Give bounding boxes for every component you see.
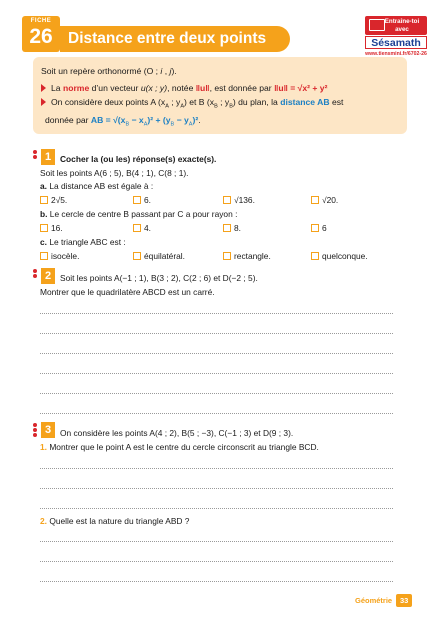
option-label: √20. bbox=[322, 195, 339, 205]
rule-box bbox=[33, 57, 407, 134]
question-a-text: La distance AB est égale à : bbox=[47, 181, 154, 191]
ex1-given: Soit les points A(6 ; 5), B(4 ; 1), C(8 ; 1). bbox=[40, 168, 189, 178]
pts-text: On considère deux points A (x bbox=[51, 97, 166, 107]
pts-sub-b: B bbox=[214, 103, 218, 110]
option-label: rectangle. bbox=[234, 251, 271, 261]
option-label: 6 bbox=[322, 223, 327, 233]
answer-line[interactable] bbox=[40, 541, 393, 542]
question-2-number: 2. bbox=[40, 516, 47, 526]
norm-vector: u bbox=[140, 83, 146, 93]
option-label: isocèle. bbox=[51, 251, 80, 261]
ab-sub-a2: A bbox=[188, 121, 193, 128]
computer-icon bbox=[369, 19, 385, 31]
given-by: donnée par bbox=[45, 115, 91, 125]
ex1-a-option-1[interactable] bbox=[40, 195, 67, 206]
bullet-arrow-icon bbox=[41, 98, 46, 106]
norm-mid: d’un vecteur bbox=[89, 83, 141, 93]
ex1-question-a bbox=[40, 181, 153, 192]
ab-formula: AB = √(x bbox=[90, 115, 126, 125]
option-label: équilatéral. bbox=[144, 251, 185, 261]
ab-sub-b: B bbox=[125, 121, 130, 128]
pts-end: ) du plan, la bbox=[232, 97, 281, 107]
answer-line[interactable] bbox=[40, 468, 393, 469]
option-label: √136. bbox=[234, 195, 255, 205]
checkbox[interactable] bbox=[223, 252, 231, 260]
difficulty-dots bbox=[33, 269, 39, 279]
checkbox[interactable] bbox=[311, 224, 319, 232]
ex1-a-option-3[interactable] bbox=[223, 195, 255, 206]
question-b-text: Le cercle de centre B passant par C a pour rayon : bbox=[47, 209, 238, 219]
ex1-b-option-2[interactable] bbox=[133, 223, 151, 234]
pts-sub-a2: A bbox=[180, 103, 184, 110]
ex3-line1: On considère les points A(4 ; 2), B(5 ; −3), C(−1 ; 3) et D(9 ; 3). bbox=[60, 428, 294, 438]
ab-period: . bbox=[198, 115, 201, 125]
ab-formula-end: )² bbox=[192, 115, 199, 125]
exercise-1-number: 1 bbox=[41, 149, 55, 165]
question-2-text: Quelle est la nature du triangle ABD ? bbox=[47, 516, 190, 526]
question-1-text: Montrer que le point A est le centre du cercle circonscrit au triangle BCD. bbox=[47, 442, 319, 452]
norm-la: La bbox=[51, 83, 63, 93]
checkbox[interactable] bbox=[223, 224, 231, 232]
pts-mid2: ) et B (x bbox=[184, 97, 215, 107]
answer-line[interactable] bbox=[40, 353, 393, 354]
section-label: Géométrie bbox=[355, 596, 393, 605]
rule-points bbox=[41, 97, 343, 111]
norm-keyword: norme bbox=[62, 83, 90, 93]
answer-line[interactable] bbox=[40, 393, 393, 394]
checkbox[interactable] bbox=[223, 196, 231, 204]
checkbox[interactable] bbox=[40, 196, 48, 204]
norm-symbol: ‖u‖ bbox=[195, 83, 210, 93]
sesamath-promo[interactable] bbox=[347, 16, 427, 62]
answer-line[interactable] bbox=[40, 581, 393, 582]
option-label: 6. bbox=[144, 195, 151, 205]
rule-intro-text: Soit un repère orthonormé (O ; bbox=[41, 66, 161, 76]
option-label: quelconque. bbox=[322, 251, 368, 261]
rule-intro bbox=[41, 66, 177, 77]
question-c-text: Le triangle ABC est : bbox=[47, 237, 126, 247]
norm-notee: , notée bbox=[167, 83, 196, 93]
ex1-a-option-4[interactable] bbox=[311, 195, 338, 206]
ex1-c-option-3[interactable] bbox=[223, 251, 271, 262]
norm-formula: ‖u‖ = √x² + y² bbox=[274, 83, 328, 93]
answer-line[interactable] bbox=[40, 413, 393, 414]
option-label: 4. bbox=[144, 223, 151, 233]
checkbox[interactable] bbox=[40, 224, 48, 232]
ex1-question-b bbox=[40, 209, 237, 220]
ex1-instruction: Cocher la (ou les) réponse(s) exacte(s). bbox=[60, 154, 217, 164]
vector-j: j bbox=[169, 66, 172, 76]
rule-ab-formula bbox=[45, 115, 201, 129]
exercise-2-number: 2 bbox=[41, 268, 55, 284]
fiche-badge bbox=[22, 16, 60, 52]
checkbox[interactable] bbox=[133, 196, 141, 204]
ex1-b-option-4[interactable] bbox=[311, 223, 327, 234]
exercise-3-badge bbox=[33, 422, 55, 438]
distance-ab-keyword: distance AB bbox=[280, 97, 330, 107]
question-a-label: a. bbox=[40, 181, 47, 191]
ex2-line1: Soit les points A(−1 ; 1), B(3 ; 2), C(2 ; 6) et D(−2 ; 5). bbox=[60, 273, 258, 283]
answer-line[interactable] bbox=[40, 313, 393, 314]
exercise-3-number: 3 bbox=[41, 422, 55, 438]
ex1-c-option-2[interactable] bbox=[133, 251, 185, 262]
rule-intro-end: ). bbox=[171, 66, 177, 76]
answer-line[interactable] bbox=[40, 333, 393, 334]
vector-i: i bbox=[160, 66, 163, 76]
option-label: 16. bbox=[51, 223, 63, 233]
difficulty-dots bbox=[33, 423, 39, 438]
fiche-number: 26 bbox=[29, 24, 53, 48]
page-header bbox=[22, 16, 427, 57]
ex1-c-option-1[interactable] bbox=[40, 251, 79, 262]
norm-given: , est donnée par bbox=[209, 83, 275, 93]
promo-line2: avec bbox=[395, 26, 409, 33]
entraine-toi-banner bbox=[365, 16, 427, 35]
question-1-number: 1. bbox=[40, 442, 47, 452]
ab-formula-mid: − x bbox=[129, 115, 144, 125]
ex1-c-option-4[interactable] bbox=[311, 251, 368, 262]
exercise-1-badge bbox=[33, 149, 55, 165]
ex2-line2: Montrer que le quadrilatère ABCD est un carré. bbox=[40, 287, 215, 297]
fiche-label: FICHE bbox=[30, 18, 52, 24]
title-bar bbox=[60, 26, 290, 52]
page-footer bbox=[355, 594, 412, 607]
pts-mid3: ; y bbox=[217, 97, 230, 107]
question-b-label: b. bbox=[40, 209, 48, 219]
checkbox[interactable] bbox=[40, 252, 48, 260]
rule-norm bbox=[41, 83, 327, 94]
rule-intro-sep: , bbox=[162, 66, 170, 76]
answer-line[interactable] bbox=[40, 373, 393, 374]
promo-line1: Entraîne-toi bbox=[384, 18, 420, 25]
bullet-arrow-icon bbox=[41, 84, 46, 92]
sesamath-logo: Sésamath bbox=[365, 36, 427, 49]
promo-url[interactable]: www.tiensmini.fr/6702-26 bbox=[365, 51, 427, 57]
exercise-2-badge bbox=[33, 268, 55, 284]
pts-tail: est bbox=[329, 97, 344, 107]
checkbox[interactable] bbox=[311, 196, 319, 204]
ex1-a-option-2[interactable] bbox=[133, 195, 151, 206]
ex1-b-option-3[interactable] bbox=[223, 223, 241, 234]
question-c-label: c. bbox=[40, 237, 47, 247]
answer-line[interactable] bbox=[40, 561, 393, 562]
ab-formula-mid3: − y bbox=[174, 115, 189, 125]
ab-sub-b2: B bbox=[170, 121, 175, 128]
page-title: Distance entre deux points bbox=[68, 30, 267, 47]
pts-mid1: ; y bbox=[168, 97, 181, 107]
ex1-question-c bbox=[40, 237, 126, 248]
ab-sub-a: A bbox=[143, 121, 148, 128]
ex3-question-2 bbox=[40, 516, 189, 527]
pts-sub-b2: B bbox=[229, 103, 233, 110]
page-number: 33 bbox=[396, 594, 412, 607]
difficulty-dots bbox=[33, 150, 39, 160]
answer-line[interactable] bbox=[40, 488, 393, 489]
ab-formula-mid2: )² + (y bbox=[147, 115, 171, 125]
pts-sub-a: A bbox=[165, 103, 169, 110]
answer-line[interactable] bbox=[40, 508, 393, 509]
option-label: 8. bbox=[234, 223, 241, 233]
ex1-b-option-1[interactable] bbox=[40, 223, 63, 234]
checkbox[interactable] bbox=[133, 224, 141, 232]
norm-coords: (x ; y) bbox=[145, 83, 168, 93]
option-label: 2√5. bbox=[51, 195, 68, 205]
ex3-question-1 bbox=[40, 442, 319, 453]
checkbox[interactable] bbox=[311, 252, 319, 260]
checkbox[interactable] bbox=[133, 252, 141, 260]
